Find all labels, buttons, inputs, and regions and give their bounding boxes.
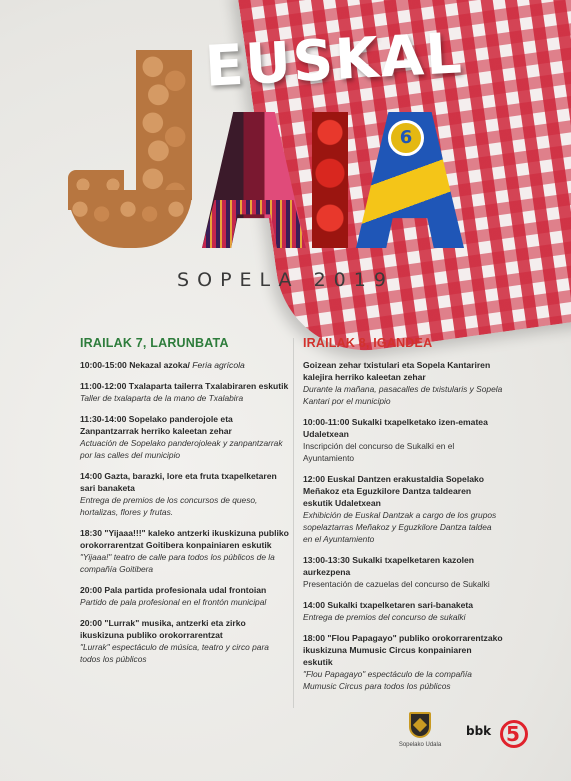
sunday-column	[303, 336, 503, 701]
event-description: Presentación de cazuelas del concurso de Sukalki	[303, 579, 490, 589]
event-item	[80, 359, 290, 371]
sixth-edition-badge: 6	[388, 120, 424, 156]
event-description: Taller de txalaparta de la mano de Txalabira	[80, 393, 244, 403]
event-description: Exhibición de Euskal Dantzak a cargo de los grupos sopelaztarras Meñakoz y Eguzkilore Dantza taldea en el Ayuntamiento	[303, 510, 497, 544]
event-title: 10:00-11:00 Sukalki txapelketako izen-ematea Udaletxean	[303, 417, 488, 439]
event-description: "Flou Papagayo" espectáculo de la compañía Mumusic Circus para todos los públicos	[303, 669, 472, 691]
event-description: Durante la mañana, pasacalles de txistularis y Sopela Kantari por el municipio	[303, 384, 503, 406]
title-euskal: EUSKAL	[203, 21, 466, 100]
event-description: Actuación de Sopelako panderojoleak y zanpantzarrak por las calles del municipio	[80, 438, 283, 460]
letter-j-walnuts	[68, 50, 198, 248]
saturday-column	[80, 336, 290, 674]
event-title: 11:00-12:00 Txalaparta tailerra Txalabiraren eskutik	[80, 381, 289, 391]
event-description: Inscripción del concurso de Sukalki en el Ayuntamiento	[303, 441, 455, 463]
event-description: Partido de pala profesional en el frontón municipal	[80, 597, 267, 607]
event-title: 12:00 Euskal Dantzen erakustaldia Sopelako Meñakoz eta Eguzkilore Dantza taldearen eskutik Udaletxean	[303, 474, 485, 508]
event-item	[303, 359, 503, 407]
event-description: "Yijaaa!" teatro de calle para todos los públicos de la compañía Goitibera	[80, 552, 275, 574]
event-item	[80, 527, 290, 575]
event-title: 14:00 Sukalki txapelketaren sari-banaketa	[303, 600, 474, 610]
event-item	[80, 380, 290, 404]
event-title: 18:30 "Yijaaa!!!" kaleko antzerki ikuskizuna publiko orokorrarentzat Goitibera konpainiaren eskutik	[80, 528, 289, 550]
event-title: 10:00-15:00 Nekazal azoka/ Feria agrícola	[80, 360, 245, 370]
event-item	[80, 470, 290, 518]
event-item	[80, 617, 290, 665]
event-title: 11:30-14:00 Sopelako panderojole eta Zanpantzarrak herriko kaleetan zehar	[80, 414, 233, 436]
bbk-logo	[466, 716, 536, 766]
subtitle: SOPELA 2019	[177, 269, 394, 291]
sopela-logo	[398, 712, 442, 772]
shield-icon	[409, 712, 431, 738]
event-description: Entrega de premios de los concursos de queso, hortalizas, flores y frutas.	[80, 495, 258, 517]
event-title: 14:00 Gazta, barazki, lore eta fruta txapelketaren sari banaketa	[80, 471, 277, 493]
bbk-logo-text: bbk	[466, 724, 492, 738]
event-title: 18:00 "Flou Papagayo" publiko orokorrarentzako ikuskizuna Mumusic Circus konpainiaren eskutik	[303, 633, 503, 667]
event-title: Goizean zehar txistulari eta Sopela Kantariren kalejira herriko kaleetan zehar	[303, 360, 491, 382]
letter-i-tomatoes	[312, 112, 348, 248]
event-description: Entrega de premios del concurso de sukalki	[303, 612, 466, 622]
column-divider	[293, 338, 294, 708]
event-item	[80, 413, 290, 461]
event-item	[303, 473, 503, 545]
bbk-number: 5	[506, 722, 520, 746]
day-heading-sunday: IRAILAK 8, IGANDEA	[303, 336, 433, 350]
event-item	[303, 632, 503, 692]
event-inline-desc: Feria agrícola	[189, 360, 245, 370]
event-title: 13:00-13:30 Sukalki txapelketaren kazolen aurkezpena	[303, 555, 475, 577]
event-description: "Lurrak" espectáculo de música, teatro y circo para todos los públicos	[80, 642, 269, 664]
event-item	[303, 416, 503, 464]
event-title: 20:00 Pala partida profesionala udal frontoian	[80, 585, 267, 595]
event-item	[303, 599, 503, 623]
day-heading-saturday: IRAILAK 7, LARUNBATA	[80, 336, 229, 350]
sopela-logo-text: Sopelako Udala	[398, 742, 442, 748]
event-item	[303, 554, 503, 590]
event-title: 20:00 "Lurrak" musika, antzerki eta zirko ikuskizuna publiko orokorrarentzat	[80, 618, 246, 640]
event-item	[80, 584, 290, 608]
